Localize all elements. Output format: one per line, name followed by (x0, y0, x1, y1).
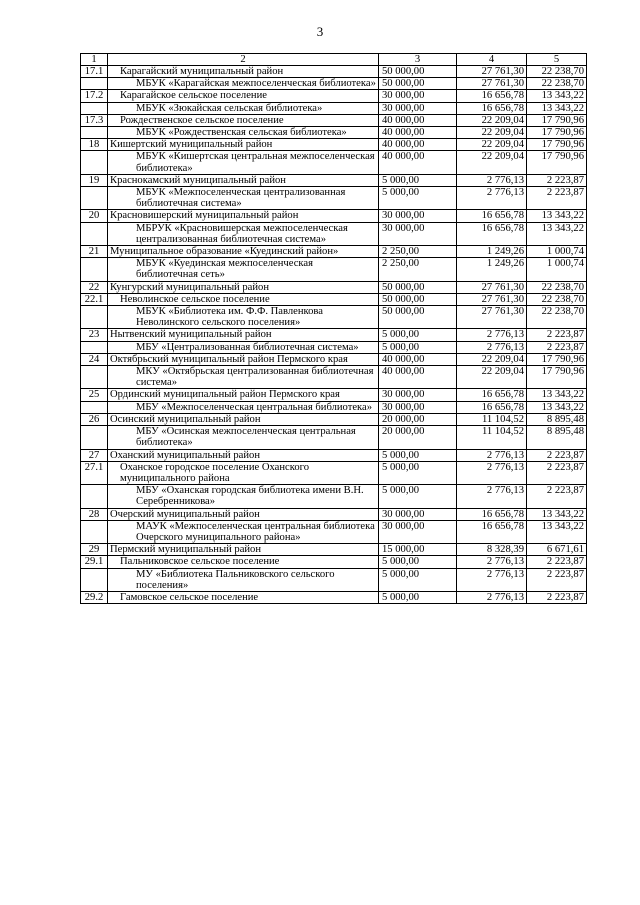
amount-col5-cell: 2 223,87 (527, 329, 587, 341)
amount-col5-cell: 17 790,96 (527, 353, 587, 365)
amount-total-cell: 40 000,00 (379, 151, 457, 174)
recipient-name-cell: Оханское городское поселение Оханского муниципального района (108, 461, 379, 484)
table-row (81, 520, 587, 543)
amount-total-cell: 30 000,00 (379, 401, 457, 413)
amount-col5-cell: 2 223,87 (527, 591, 587, 603)
recipient-name-cell: Красновишерский муниципальный район (108, 210, 379, 222)
amount-col4-cell: 2 776,13 (457, 174, 527, 186)
amount-col4-cell: 16 656,78 (457, 520, 527, 543)
row-number-cell: 18 (81, 139, 108, 151)
recipient-name-cell: Кунгурский муниципальный район (108, 281, 379, 293)
amount-col4-cell: 16 656,78 (457, 90, 527, 102)
recipient-name-cell: Оханский муниципальный район (108, 449, 379, 461)
amount-total-cell: 2 250,00 (379, 246, 457, 258)
amount-col5-cell: 2 223,87 (527, 461, 587, 484)
amount-total-cell: 30 000,00 (379, 508, 457, 520)
table-row (81, 246, 587, 258)
amount-col5-cell: 22 238,70 (527, 78, 587, 90)
recipient-name-cell: МБУК «Рождественская сельская библиотека» (108, 127, 379, 139)
table-row (81, 127, 587, 139)
column-header-3: 3 (379, 54, 457, 66)
row-number-cell (81, 485, 108, 508)
amount-col5-cell: 2 223,87 (527, 174, 587, 186)
amount-total-cell: 20 000,00 (379, 413, 457, 425)
amount-total-cell: 50 000,00 (379, 306, 457, 329)
row-number-cell (81, 102, 108, 114)
recipient-name-cell: МБУ «Осинская межпоселенческая центральная библиотека» (108, 426, 379, 449)
recipient-name-cell: МБУК «Зюкайская сельская библиотека» (108, 102, 379, 114)
row-number-cell: 25 (81, 389, 108, 401)
amount-col4-cell: 2 776,13 (457, 341, 527, 353)
table-row (81, 461, 587, 484)
amount-col4-cell: 22 209,04 (457, 139, 527, 151)
amount-total-cell: 50 000,00 (379, 66, 457, 78)
table-row (81, 366, 587, 389)
table-header-row (81, 54, 587, 66)
amount-col5-cell: 1 000,74 (527, 258, 587, 281)
amount-col4-cell: 16 656,78 (457, 222, 527, 245)
amount-total-cell: 40 000,00 (379, 127, 457, 139)
amount-total-cell: 50 000,00 (379, 281, 457, 293)
table-row (81, 114, 587, 126)
amount-total-cell: 5 000,00 (379, 556, 457, 568)
amount-col4-cell: 16 656,78 (457, 508, 527, 520)
amount-total-cell: 30 000,00 (379, 210, 457, 222)
recipient-name-cell: МБУК «Библиотека им. Ф.Ф. Павленкова Неволинского сельского поселения» (108, 306, 379, 329)
recipient-name-cell: МБУК «Карагайская межпоселенческая библиотека» (108, 78, 379, 90)
column-header-5: 5 (527, 54, 587, 66)
amount-col5-cell: 22 238,70 (527, 293, 587, 305)
amount-col4-cell: 16 656,78 (457, 210, 527, 222)
table-row (81, 426, 587, 449)
amount-total-cell: 30 000,00 (379, 90, 457, 102)
amount-col5-cell: 17 790,96 (527, 139, 587, 151)
amount-col4-cell: 22 209,04 (457, 114, 527, 126)
amount-col4-cell: 16 656,78 (457, 401, 527, 413)
amount-col5-cell: 13 343,22 (527, 508, 587, 520)
recipient-name-cell: МБРУК «Красновишерская межпоселенческая централизованная библиотечная система» (108, 222, 379, 245)
amount-col4-cell: 8 328,39 (457, 544, 527, 556)
row-number-cell (81, 366, 108, 389)
table-row (81, 401, 587, 413)
amount-col4-cell: 27 761,30 (457, 306, 527, 329)
amount-col5-cell: 8 895,48 (527, 426, 587, 449)
table-row (81, 353, 587, 365)
row-number-cell: 20 (81, 210, 108, 222)
recipient-name-cell: Пермский муниципальный район (108, 544, 379, 556)
table-row (81, 485, 587, 508)
row-number-cell (81, 520, 108, 543)
recipient-name-cell: Неволинское сельское поселение (108, 293, 379, 305)
row-number-cell (81, 187, 108, 210)
recipient-name-cell: Кишертский муниципальный район (108, 139, 379, 151)
row-number-cell (81, 258, 108, 281)
recipient-name-cell: МБУ «Межпоселенческая центральная библиотека» (108, 401, 379, 413)
row-number-cell (81, 222, 108, 245)
amount-total-cell: 5 000,00 (379, 329, 457, 341)
amount-total-cell: 30 000,00 (379, 389, 457, 401)
amount-col5-cell: 22 238,70 (527, 66, 587, 78)
amount-col5-cell: 13 343,22 (527, 389, 587, 401)
row-number-cell: 17.2 (81, 90, 108, 102)
amount-col4-cell: 1 249,26 (457, 258, 527, 281)
recipient-name-cell: МУ «Библиотека Пальниковского сельского поселения» (108, 568, 379, 591)
amount-total-cell: 50 000,00 (379, 293, 457, 305)
amount-total-cell: 30 000,00 (379, 102, 457, 114)
recipient-name-cell: МКУ «Октябрьская централизованная библиотечная система» (108, 366, 379, 389)
table-row (81, 449, 587, 461)
table-row (81, 568, 587, 591)
row-number-cell: 23 (81, 329, 108, 341)
recipient-name-cell: Муниципальное образование «Куединский район» (108, 246, 379, 258)
recipient-name-cell: Октябрьский муниципальный район Пермского края (108, 353, 379, 365)
row-number-cell (81, 306, 108, 329)
table-row (81, 102, 587, 114)
amount-col4-cell: 2 776,13 (457, 461, 527, 484)
row-number-cell: 22.1 (81, 293, 108, 305)
recipient-name-cell: Очерский муниципальный район (108, 508, 379, 520)
amount-col4-cell: 27 761,30 (457, 281, 527, 293)
amount-col5-cell: 1 000,74 (527, 246, 587, 258)
amount-col4-cell: 2 776,13 (457, 329, 527, 341)
amount-col5-cell: 17 790,96 (527, 366, 587, 389)
row-number-cell: 24 (81, 353, 108, 365)
recipient-name-cell: МБУ «Оханская городская библиотека имени В.Н. Серебренникова» (108, 485, 379, 508)
amount-col5-cell: 2 223,87 (527, 485, 587, 508)
amount-col5-cell: 2 223,87 (527, 556, 587, 568)
amount-col5-cell: 6 671,61 (527, 544, 587, 556)
amount-col5-cell: 2 223,87 (527, 341, 587, 353)
amount-col5-cell: 17 790,96 (527, 127, 587, 139)
amount-total-cell: 30 000,00 (379, 222, 457, 245)
amount-total-cell: 5 000,00 (379, 568, 457, 591)
recipient-name-cell: Осинский муниципальный район (108, 413, 379, 425)
table-row (81, 174, 587, 186)
amount-col4-cell: 2 776,13 (457, 591, 527, 603)
recipient-name-cell: Краснокамский муниципальный район (108, 174, 379, 186)
table-row (81, 258, 587, 281)
amount-col4-cell: 2 776,13 (457, 568, 527, 591)
amount-col4-cell: 27 761,30 (457, 78, 527, 90)
amount-total-cell: 15 000,00 (379, 544, 457, 556)
amount-total-cell: 40 000,00 (379, 353, 457, 365)
amount-col5-cell: 13 343,22 (527, 102, 587, 114)
table-row (81, 281, 587, 293)
amount-col4-cell: 22 209,04 (457, 127, 527, 139)
row-number-cell: 29.1 (81, 556, 108, 568)
amount-total-cell: 5 000,00 (379, 341, 457, 353)
table-row (81, 210, 587, 222)
amount-col5-cell: 13 343,22 (527, 90, 587, 102)
recipient-name-cell: Карагайское сельское поселение (108, 90, 379, 102)
amount-col4-cell: 2 776,13 (457, 485, 527, 508)
row-number-cell: 29.2 (81, 591, 108, 603)
recipient-name-cell: Карагайский муниципальный район (108, 66, 379, 78)
table-row (81, 151, 587, 174)
amount-total-cell: 5 000,00 (379, 591, 457, 603)
amount-col5-cell: 13 343,22 (527, 210, 587, 222)
amount-total-cell: 5 000,00 (379, 187, 457, 210)
amount-col4-cell: 1 249,26 (457, 246, 527, 258)
recipient-name-cell: Рождественское сельское поселение (108, 114, 379, 126)
table-row (81, 222, 587, 245)
row-number-cell (81, 401, 108, 413)
budget-allocation-table (80, 53, 587, 604)
recipient-name-cell: МБУК «Куединская межпоселенческая библиотечная сеть» (108, 258, 379, 281)
amount-col4-cell: 16 656,78 (457, 102, 527, 114)
amount-total-cell: 40 000,00 (379, 114, 457, 126)
recipient-name-cell: МБУ «Централизованная библиотечная система» (108, 341, 379, 353)
amount-total-cell: 20 000,00 (379, 426, 457, 449)
table-row (81, 293, 587, 305)
row-number-cell: 28 (81, 508, 108, 520)
recipient-name-cell: Гамовское сельское поселение (108, 591, 379, 603)
amount-col4-cell: 2 776,13 (457, 449, 527, 461)
amount-col5-cell: 8 895,48 (527, 413, 587, 425)
recipient-name-cell: Пальниковское сельское поселение (108, 556, 379, 568)
amount-col4-cell: 11 104,52 (457, 426, 527, 449)
page-number: 3 (316, 24, 324, 39)
table-row (81, 556, 587, 568)
amount-total-cell: 5 000,00 (379, 174, 457, 186)
row-number-cell: 17.1 (81, 66, 108, 78)
recipient-name-cell: МБУК «Кишертская центральная межпоселенческая библиотека» (108, 151, 379, 174)
amount-total-cell: 40 000,00 (379, 366, 457, 389)
recipient-name-cell: МБУК «Межпоселенческая централизованная библиотечная система» (108, 187, 379, 210)
amount-total-cell: 2 250,00 (379, 258, 457, 281)
amount-total-cell: 50 000,00 (379, 78, 457, 90)
table-row (81, 413, 587, 425)
recipient-name-cell: Нытвенский муниципальный район (108, 329, 379, 341)
amount-col5-cell: 13 343,22 (527, 401, 587, 413)
row-number-cell: 21 (81, 246, 108, 258)
table-row (81, 508, 587, 520)
row-number-cell: 22 (81, 281, 108, 293)
recipient-name-cell: Ординский муниципальный район Пермского края (108, 389, 379, 401)
amount-total-cell: 40 000,00 (379, 139, 457, 151)
amount-col4-cell: 27 761,30 (457, 66, 527, 78)
recipient-name-cell: МАУК «Межпоселенческая центральная библиотека Очерского муниципального района» (108, 520, 379, 543)
amount-total-cell: 5 000,00 (379, 485, 457, 508)
table-row (81, 329, 587, 341)
row-number-cell (81, 568, 108, 591)
amount-col5-cell: 22 238,70 (527, 281, 587, 293)
table-row (81, 389, 587, 401)
table-row (81, 544, 587, 556)
row-number-cell: 27.1 (81, 461, 108, 484)
column-header-4: 4 (457, 54, 527, 66)
amount-total-cell: 5 000,00 (379, 461, 457, 484)
amount-total-cell: 5 000,00 (379, 449, 457, 461)
row-number-cell (81, 78, 108, 90)
table-row (81, 90, 587, 102)
amount-col4-cell: 11 104,52 (457, 413, 527, 425)
amount-col5-cell: 13 343,22 (527, 222, 587, 245)
amount-total-cell: 30 000,00 (379, 520, 457, 543)
table-row (81, 306, 587, 329)
table-body (81, 66, 587, 604)
row-number-cell: 19 (81, 174, 108, 186)
table-row (81, 187, 587, 210)
row-number-cell (81, 341, 108, 353)
amount-col5-cell: 17 790,96 (527, 114, 587, 126)
column-header-2: 2 (108, 54, 379, 66)
table-row (81, 139, 587, 151)
row-number-cell (81, 151, 108, 174)
row-number-cell (81, 426, 108, 449)
amount-col4-cell: 2 776,13 (457, 556, 527, 568)
amount-col4-cell: 2 776,13 (457, 187, 527, 210)
amount-col4-cell: 22 209,04 (457, 353, 527, 365)
amount-col5-cell: 13 343,22 (527, 520, 587, 543)
row-number-cell: 26 (81, 413, 108, 425)
amount-col4-cell: 27 761,30 (457, 293, 527, 305)
table-row (81, 78, 587, 90)
amount-col5-cell: 22 238,70 (527, 306, 587, 329)
table-row (81, 591, 587, 603)
amount-col4-cell: 22 209,04 (457, 151, 527, 174)
column-header-1: 1 (81, 54, 108, 66)
amount-col5-cell: 2 223,87 (527, 449, 587, 461)
amount-col4-cell: 22 209,04 (457, 366, 527, 389)
amount-col5-cell: 2 223,87 (527, 187, 587, 210)
row-number-cell: 27 (81, 449, 108, 461)
amount-col5-cell: 2 223,87 (527, 568, 587, 591)
row-number-cell: 29 (81, 544, 108, 556)
row-number-cell (81, 127, 108, 139)
table-row (81, 341, 587, 353)
amount-col4-cell: 16 656,78 (457, 389, 527, 401)
row-number-cell: 17.3 (81, 114, 108, 126)
amount-col5-cell: 17 790,96 (527, 151, 587, 174)
table-row (81, 66, 587, 78)
